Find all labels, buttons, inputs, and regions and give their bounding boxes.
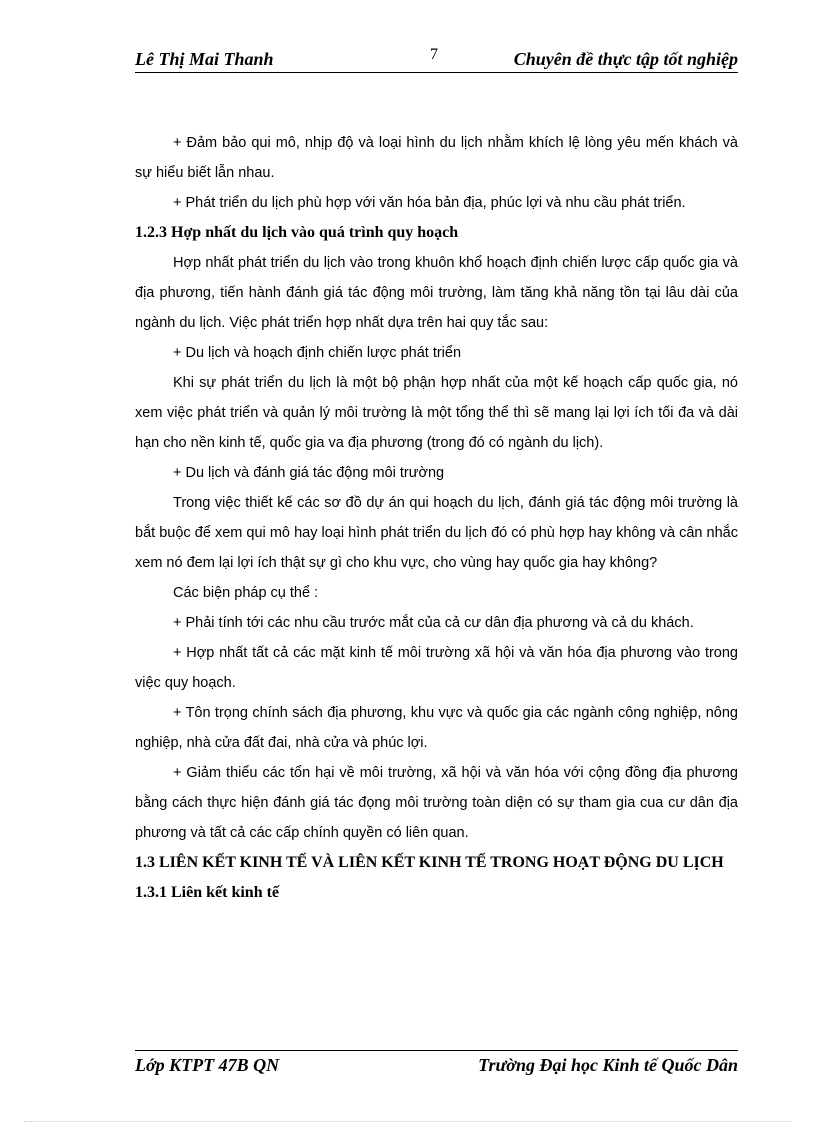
paragraph: + Phát triển du lịch phù hợp với văn hóa bản địa, phúc lợi và nhu cầu phát triển.	[173, 195, 686, 211]
header-title: Chuyên đề thực tập tốt nghiệp	[513, 49, 738, 69]
paragraph: + Hợp nhất tất cả các mặt kinh tế môi trường xã hội và văn hóa địa phương vào trong việc quy hoạch.	[135, 645, 738, 691]
paragraph: + Tôn trọng chính sách địa phương, khu vực và quốc gia các ngành công nghiệp, nông nghiệp, nhà cửa đất đai, nhà cửa và phúc lợi.	[135, 705, 738, 751]
section-heading: 1.2.3 Hợp nhất du lịch vào quá trình quy hoạch	[135, 224, 459, 241]
paragraph: Hợp nhất phát triển du lịch vào trong khuôn khổ hoạch định chiến lược cấp quốc gia và địa phương, tiến hành đánh giá tác động môi trường, làm tăng khả năng tồn tại lâu dài của ngành du lịch. Việc phát triển hợp nhất dựa trên hai quy tắc sau:	[135, 255, 738, 331]
page-footer	[135, 1050, 738, 1077]
paragraph: + Du lịch và hoạch định chiến lược phát triển	[173, 345, 462, 361]
paragraph: Khi sự phát triển du lịch là một bộ phận hợp nhất của một kế hoạch cấp quốc gia, nó xem việc phát triển và quản lý môi trường là một tổng thể thì sẽ mang lại lợi ích tối đa và dài hạn cho nền kinh tế, quốc gia va địa phương (trong đó có ngành du lịch).	[135, 375, 738, 451]
section-heading: 1.3.1 Liên kết kinh tế	[135, 884, 280, 901]
document-body	[135, 128, 738, 908]
footer-university: Trường Đại học Kinh tế Quốc Dân	[478, 1055, 738, 1075]
paragraph: Các biện pháp cụ thể :	[173, 585, 319, 601]
page-number: 7	[430, 46, 438, 63]
footer-class: Lớp KTPT 47B QN	[135, 1055, 280, 1075]
paragraph: Trong việc thiết kế các sơ đồ dự án qui hoạch du lịch, đánh giá tác động môi trường là bắt buộc để xem qui mô hay loại hình phát triển du lịch đó có phù hợp hay không và cân nhắc xem nó đem lại lợi ích thật sự gì cho khu vực, cho vùng hay quốc gia hay không?	[135, 495, 738, 571]
section-heading: 1.3 LIÊN KẾT KINH TẾ VÀ LIÊN KẾT KINH TẾ TRONG HOẠT ĐỘNG DU LỊCH	[135, 854, 724, 871]
paragraph: + Đảm bảo qui mô, nhịp độ và loại hình du lịch nhằm khích lệ lòng yêu mến khách và sự hiểu biết lẫn nhau.	[135, 135, 738, 181]
page-bottom-divider	[24, 1121, 792, 1122]
paragraph: + Du lịch và đánh giá tác động môi trường	[173, 465, 445, 481]
paragraph: + Phải tính tới các nhu cầu trước mắt của cả cư dân địa phương và cả du khách.	[173, 615, 694, 631]
page-header	[135, 46, 738, 73]
header-author: Lê Thị Mai Thanh	[135, 49, 274, 69]
paragraph: + Giảm thiểu các tổn hại về môi trường, xã hội và văn hóa với cộng đồng địa phương bằng cách thực hiện đánh giá tác đọng môi trường toàn diện có sự tham gia cua cư dân địa phương và tất cả các cấp chính quyền có liên quan.	[135, 765, 738, 841]
